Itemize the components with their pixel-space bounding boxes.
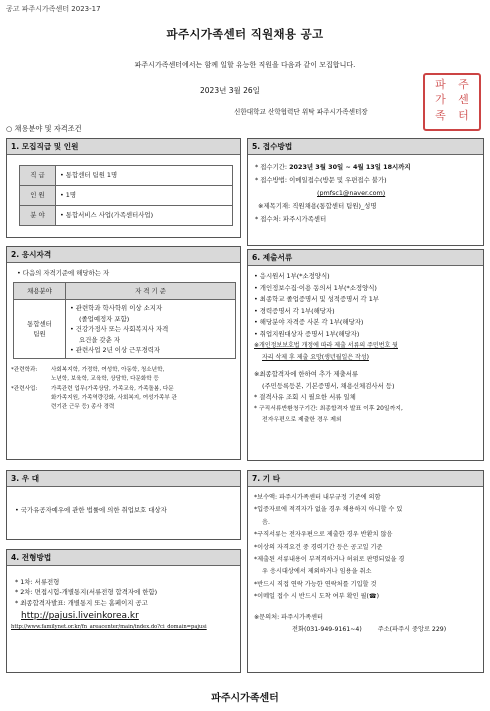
related-major-note (11, 366, 240, 384)
criteria-line: • 관련학과 학사학위 이상 소지자 (70, 304, 163, 313)
homepage-link[interactable]: http://pajusi.liveinkorea.kr (21, 611, 139, 622)
section-recruitment (6, 138, 241, 238)
other-item: *제출된 서류내용이 부적격하거나 허위로 판명되었을 경 (254, 556, 405, 564)
return-claim-period: 전자우편으로 제출한 경우 제외 (262, 417, 342, 423)
other-item: *입증자료에 적격자가 없을 경우 채용하지 아니할 수 있 (254, 506, 403, 514)
criteria-line: 요건을 갖춘 자 (79, 335, 121, 344)
column-header: 채용분야 (14, 283, 66, 300)
row-value: • 통합센터 팀원 1명 (56, 166, 233, 186)
document-item: • 개인정보수집·이용 동의서 1부(*소정양식) (254, 283, 377, 292)
note-text (51, 366, 164, 384)
familynet-link[interactable]: http://www.familynet.or.kr/fn_areacenter/main/index.do?ci_domain=pajusi (11, 624, 207, 631)
section-qualifications (6, 246, 241, 460)
criteria-line: • 관련사업 2년 이상 근무경력자 (70, 346, 161, 355)
selection-step: * 2차: 면접시험-개별통지(서류전형 합격자에 한함) (15, 588, 158, 597)
other-item: *구직서류는 전자우편으로 제출한 경우 반환치 않음 (254, 531, 393, 539)
document-item: • 응시원서 1부(*소정양식) (254, 272, 330, 280)
section-other (247, 470, 484, 673)
other-item: 음. (262, 518, 270, 526)
qualification-lead: • 다음의 자격기준에 해당하는 자 (17, 269, 110, 277)
row-label: 분 야 (20, 206, 56, 226)
note-label: *관련사업: (11, 386, 38, 393)
other-item: *이상의 자격요건 중 경력기간 등은 공고일 기준 (254, 543, 383, 551)
privacy-warning: ※개인정보보호법 개정에 따라 제출 서류의 주민번호 뒷 (254, 342, 398, 349)
contact-phone: 전화(031-949-9161~4) (292, 626, 362, 634)
verification-docs: * 결격사유 조회 시 필요한 서류 일체 (254, 393, 356, 401)
application-info (255, 161, 483, 226)
other-item: *보수액: 파주시가족센터 내부규정 기준에 의함 (254, 494, 381, 501)
page-title: 파주시가족센터 직원채용 공고 (166, 27, 324, 41)
return-claim-period: * 구직서류반환청구기간: 최종합격자 발표 이후 20일까지, (254, 405, 403, 412)
privacy-warning: 자리 삭제 후 제출 요망(생년월일은 작성) (262, 353, 369, 361)
section-title: ○ 채용분야 및 자격조건 (6, 124, 82, 133)
note-text (51, 385, 177, 411)
document-item: • 최종학교 졸업증명서 및 성적증명서 각 1부 (254, 295, 379, 303)
contact-label: ※문의처: 파주시가족센터 (254, 613, 324, 621)
subject-line: ※제목기재: 직원채용(통합센터 팀원)_성명 (258, 202, 377, 210)
note-label: *관련학과: (11, 367, 38, 374)
document-item: • 경력증명서 각 1부(해당자) (254, 306, 335, 315)
seal-char: 터 (458, 108, 469, 122)
method-line: * 접수방법: 이메일접수(방문 및 우편접수 불가) (255, 176, 387, 184)
section-application (247, 138, 484, 246)
section-heading: 6. 제출서류 (248, 250, 483, 266)
seal-char: 가 (435, 93, 446, 107)
selection-list (15, 577, 240, 608)
note-line: 사회복지학, 가정학, 여성학, 아동학, 청소년학, (51, 367, 165, 374)
note-line: 련기관 근무 등) 종사 경력 (51, 403, 115, 410)
section-selection (6, 549, 241, 673)
criteria-line: (졸업예정자 포함) (79, 314, 130, 323)
note-line: 가족관련 업무(가족상담, 가족교육, 가족돌봄, 다문 (51, 386, 174, 393)
organization-name: 신한대학교 산학협력단 위탁 파주시가족센터장 (234, 108, 368, 116)
row-label: 직 급 (20, 166, 56, 186)
email-address[interactable]: (pmfsc1@naver.com) (317, 189, 386, 197)
place-line: * 접수처: 파주시가족센터 (255, 215, 327, 223)
row-value: • 통합서비스 사업(가족센터사업) (56, 206, 233, 226)
row-label: 인 원 (20, 186, 56, 206)
field-cell: 통합센터 팀원 (14, 300, 66, 359)
seal-char: 센 (458, 93, 469, 107)
documents-list (254, 271, 483, 427)
section-heading: 5. 접수방법 (248, 139, 483, 155)
section-preference (6, 470, 241, 540)
row-value: • 1명 (56, 186, 233, 206)
final-docs-list: (주민등록등본, 기본증명서, 채용신체검사서 등) (262, 381, 395, 390)
column-header: 자 격 기 준 (66, 283, 236, 300)
section-heading: 2. 응시자격 (7, 247, 240, 263)
seal-char: 주 (458, 78, 469, 91)
criteria-line: • 건강가정사 또는 사회복지사 자격 (70, 325, 169, 334)
notice-number: 공고 파주시가족센터 2023-17 (6, 5, 101, 13)
section-heading: 4. 전형방법 (7, 550, 240, 566)
other-list (254, 492, 483, 636)
section-heading: 1. 모집직급 및 인원 (7, 139, 240, 155)
qualification-table (13, 282, 236, 359)
period-label: * 접수기간: (255, 163, 290, 171)
official-seal (423, 73, 481, 131)
selection-step: * 1차: 서류전형 (15, 578, 60, 586)
seal-char: 파 (435, 78, 446, 91)
section-heading: 7. 기 타 (248, 471, 483, 487)
criteria-cell (66, 300, 236, 359)
other-item: *반드시 직접 연락 가능한 연락처를 기입할 것 (254, 580, 377, 588)
notice-date: 2023년 3월 26일 (200, 86, 260, 95)
contact-address: 주소(파주시 중앙로 229) (377, 626, 447, 634)
preference-item: • 국가유공자예우에 관한 법률에 의한 취업보호 대상자 (15, 506, 167, 514)
other-item: *이메일 접수 시 반드시 도착 여부 확인 필(☎) (254, 593, 380, 601)
period-value: 2023년 3월 30일 ~ 4월 13일 18시까지 (289, 163, 411, 171)
related-work-note (11, 385, 240, 411)
section-heading: 3. 우 대 (7, 471, 240, 487)
document-item: • 해당분야 자격증 사본 각 1부(해당자) (254, 318, 364, 326)
section-documents (247, 249, 484, 461)
period-line (255, 161, 483, 174)
document-item: • 취업지원대상자 증명서 1부(해당자) (254, 329, 360, 338)
intro-text: 파주시가족센터에서는 함께 일할 유능한 직원을 다음과 같이 모집합니다. (134, 61, 356, 69)
selection-step: * 최종합격자발표: 개별통지 또는 홈페이지 공고 (15, 598, 148, 607)
other-item: 우 응시대상에서 제외하거나 임용을 취소 (262, 568, 372, 576)
contact-line (254, 624, 483, 636)
recruitment-table (19, 165, 233, 226)
note-line: 노년학, 보육학, 교육학, 상담학, 다문화학 등 (51, 376, 159, 383)
seal-char: 족 (435, 108, 446, 122)
note-line: 화가족지원, 가족역량강화, 사회복지, 여성가족부 관 (51, 394, 177, 401)
footer-organization: 파주시가족센터 (211, 693, 279, 704)
final-docs-title: ※최종합격자에 한하여 추가 제출서류 (254, 370, 359, 378)
